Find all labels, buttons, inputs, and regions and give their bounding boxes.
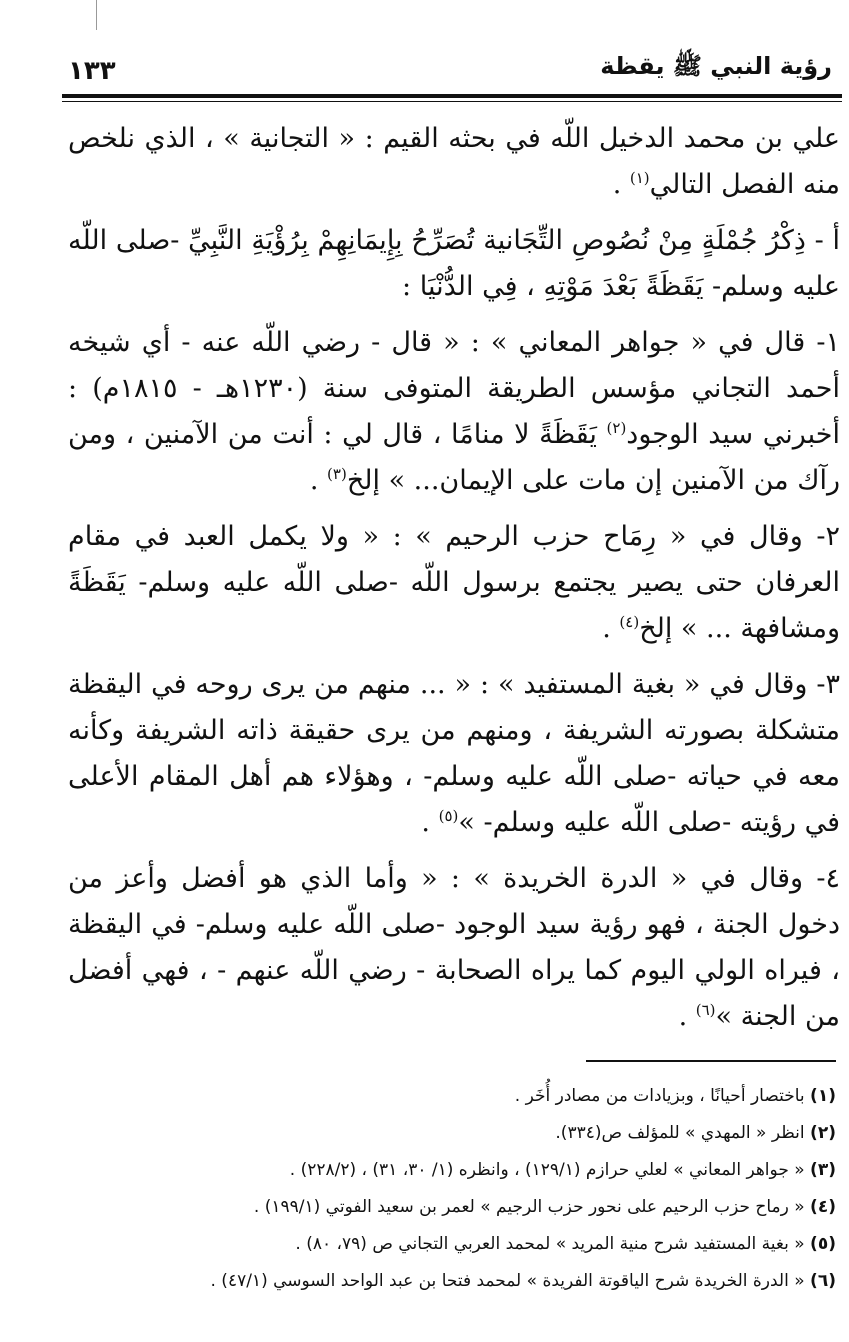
page <box>62 30 842 1050</box>
binding-edge-line <box>96 0 97 30</box>
footnote-number: (٢) <box>810 1123 836 1143</box>
footnote-number: (٥) <box>810 1234 836 1254</box>
paragraph-text: ٤- وقال في « الدرة الخريدة » : « وأما الذي هو أفضل وأعز من دخول الجنة ، فهو رؤية سيد الوجود -صلى اللّه عليه وسلم- في اليقظة ، فيراه الولي اليوم كما يراه الصحابة - رضي اللّه عنهم - ، فهي أفضل من الجنة » <box>68 863 840 1032</box>
header-rule-thick <box>62 94 842 98</box>
paragraph-end: . <box>309 465 328 496</box>
footnote-ref-4[interactable]: (٤) <box>619 613 640 631</box>
footnote-3 <box>62 1152 842 1189</box>
paragraph-item-1 <box>68 320 840 504</box>
footnote-number: (٤) <box>810 1197 836 1217</box>
paragraph-item-3 <box>68 662 840 846</box>
footnote-ref-5[interactable]: (٥) <box>438 807 459 825</box>
header-rule-thin <box>62 101 842 102</box>
paragraph-end: . <box>612 169 630 200</box>
footnote-4 <box>62 1189 842 1226</box>
body-text <box>62 116 842 1040</box>
page-header <box>62 30 842 92</box>
paragraph-end: . <box>602 613 620 644</box>
paragraph-text: ٣- وقال في « بغية المستفيد » : « ... منهم من يرى روحه في اليقظة متشكلة بصورته الشريفة ، ومنهم من يرى حقيقة ذاته الشريفة وكأنه معه في حياته -صلى اللّه عليه وسلم- ، وهؤلاء هم أهل المقام الأعلى في رؤيته -صلى اللّه عليه وسلم- » <box>68 669 840 838</box>
footnote-text: انظر « المهدي » للمؤلف ص(٣٣٤). <box>555 1123 811 1143</box>
footnote-text: باختصار أحيانًا ، وبزيادات من مصادر أُخَر . <box>514 1086 811 1106</box>
paragraph-text-cont: يَقَظَةً لا منامًا ، قال لي : أنت من الآمنين ، ومن رآك من الآمنين إن مات على الإيمان... » إلخ <box>68 419 840 496</box>
footnote-5 <box>62 1226 842 1263</box>
paragraph-intro <box>68 116 840 208</box>
footnote-1 <box>62 1078 842 1115</box>
paragraph-end: . <box>678 1001 696 1032</box>
footnote-number: (٣) <box>810 1160 836 1180</box>
footnote-text: « جواهر المعاني » لعلي حرازم (١٢٩/١) ، وانظره (١/ ٣٠، ٣١) ، (٢٢٨/٢) . <box>289 1160 811 1180</box>
footnote-text: « رماح حزب الرحيم على نحور حزب الرجيم » لعمر بن سعيد الفوتي (١٩٩/١) . <box>253 1197 811 1217</box>
paragraph-text: ١- قال في « جواهر المعاني » : « قال - رضي اللّه عنه - أي شيخه أحمد التجاني مؤسس الطريقة المتوفى سنة (١٢٣٠هـ - ١٨١٥م) : أخبرني سيد الوجود <box>68 327 840 450</box>
section-heading <box>68 218 840 310</box>
footnote-number: (١) <box>810 1086 836 1106</box>
footnote-ref-1[interactable]: (١) <box>629 169 650 187</box>
footnote-separator <box>586 1060 836 1062</box>
paragraph-item-4 <box>68 856 840 1040</box>
footnote-ref-6[interactable]: (٦) <box>695 1001 716 1019</box>
footnote-text: « الدرة الخريدة شرح الياقوتة الفريدة » لمحمد فتحا بن عبد الواحد السوسي (٤٧/١) . <box>210 1271 811 1291</box>
footnote-ref-2[interactable]: (٢) <box>606 419 627 437</box>
paragraph-text: علي بن محمد الدخيل اللّه في بحثه القيم : « التجانية » ، الذي نلخص منه الفصل التالي <box>68 123 840 200</box>
section-heading-text: أ - ذِكْرُ جُمْلَةٍ مِنْ نُصُوصِ التِّجَانية تُصَرِّحُ بِإِيمَانِهِمْ بِرُؤْيَةِ النَّبِيِّ -صلى اللّه عليه وسلم- يَقَظَةً بَعْدَ مَوْتِهِ ، فِي الدُّنْيَا : <box>68 225 840 302</box>
footnotes-section <box>62 1060 842 1300</box>
footnote-text: « بغية المستفيد شرح منية المريد » لمحمد العربي التجاني ص (٧٩، ٨٠) . <box>295 1234 811 1254</box>
paragraph-item-2 <box>68 514 840 652</box>
paragraph-end: . <box>421 807 439 838</box>
footnote-ref-3[interactable]: (٣) <box>327 465 347 483</box>
running-title: رؤية النبي ﷺ يقظة <box>600 52 832 80</box>
footnote-number: (٦) <box>810 1271 836 1291</box>
footnote-2 <box>62 1115 842 1152</box>
paragraph-text: ٢- وقال في « رِمَاح حزب الرحيم » : « ولا يكمل العبد في مقام العرفان حتى يصير يجتمع برسول اللّه -صلى اللّه عليه وسلم- يَقَظَةً ومشافهة ... » إلخ <box>68 521 840 644</box>
page-number: ١٣٣ <box>68 56 116 86</box>
footnote-6 <box>62 1263 842 1300</box>
